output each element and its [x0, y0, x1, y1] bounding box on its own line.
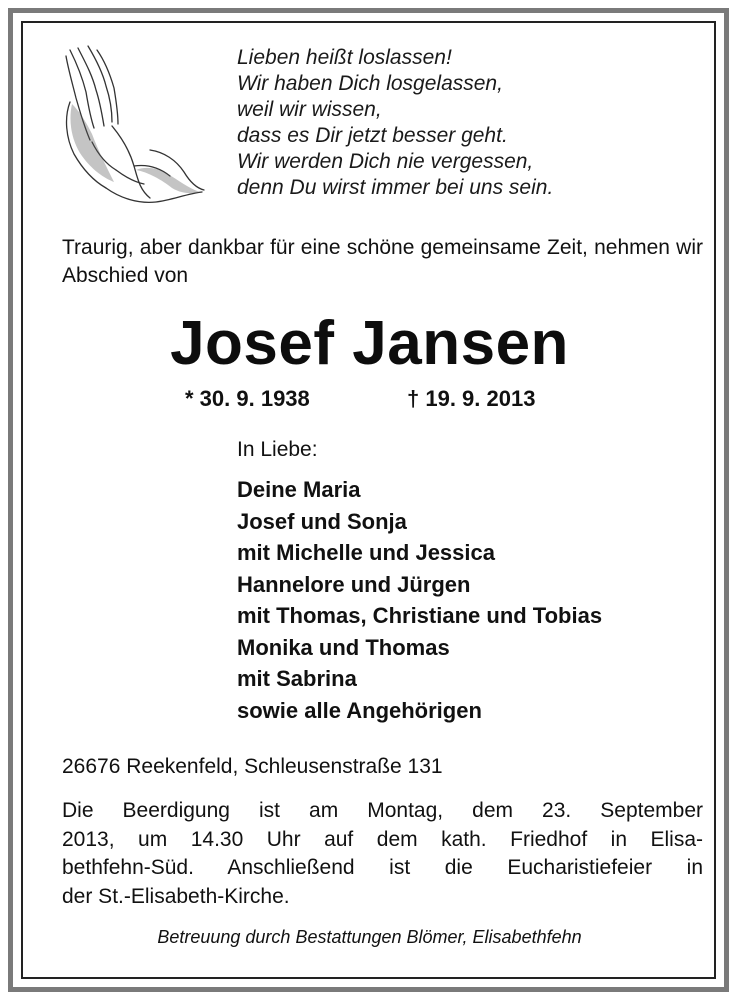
poem-line: dass es Dir jetzt besser geht. — [237, 124, 508, 147]
poem-line: Wir haben Dich losgelassen, — [237, 72, 503, 95]
family-line: Deine Maria — [237, 477, 361, 502]
birth-date: * 30. 9. 1938 — [185, 386, 310, 411]
funeral-line: bethfehn-Süd. Anschließend ist die Eucharistiefeier in — [62, 856, 703, 879]
address: 26676 Reekenfeld, Schleusenstraße 131 — [62, 755, 443, 778]
family-line: Monika und Thomas — [237, 634, 450, 660]
poem-line: weil wir wissen, — [237, 98, 382, 121]
family-line: mit Sabrina — [237, 666, 357, 691]
praying-hands-icon — [52, 42, 212, 212]
family-line: sowie alle Angehörigen — [237, 697, 482, 723]
funeral-line: Die Beerdigung ist am Montag, dem 23. September — [62, 799, 703, 822]
family-line: Hannelore und Jürgen — [237, 571, 471, 597]
undertaker-credit: Betreuung durch Bestattungen Blömer, Elisabethfehn — [157, 927, 582, 947]
family-line: mit Michelle und Jessica — [237, 540, 495, 565]
death-date: † 19. 9. 2013 — [407, 386, 536, 411]
poem — [237, 45, 553, 201]
poem-line: denn Du wirst immer bei uns sein. — [237, 176, 554, 199]
in-love-label: In Liebe: — [237, 438, 318, 461]
funeral-notice — [62, 797, 703, 911]
funeral-line: 2013, um 14.30 Uhr auf dem kath. Friedhof in Elisa- — [62, 827, 703, 851]
family-list — [237, 474, 602, 726]
family-line: Josef und Sonja — [237, 508, 407, 534]
deceased-name: Josef Jansen — [170, 309, 569, 378]
family-line: mit Thomas, Christiane und Tobias — [237, 603, 603, 628]
poem-line: Lieben heißt loslassen! — [237, 46, 452, 69]
intro-text: Traurig, aber dankbar für eine schöne gemeinsame Zeit, nehmen wir Abschied von — [62, 236, 703, 287]
funeral-line: der St.-Elisabeth-Kirche. — [62, 884, 290, 908]
poem-line: Wir werden Dich nie vergessen, — [237, 150, 534, 173]
